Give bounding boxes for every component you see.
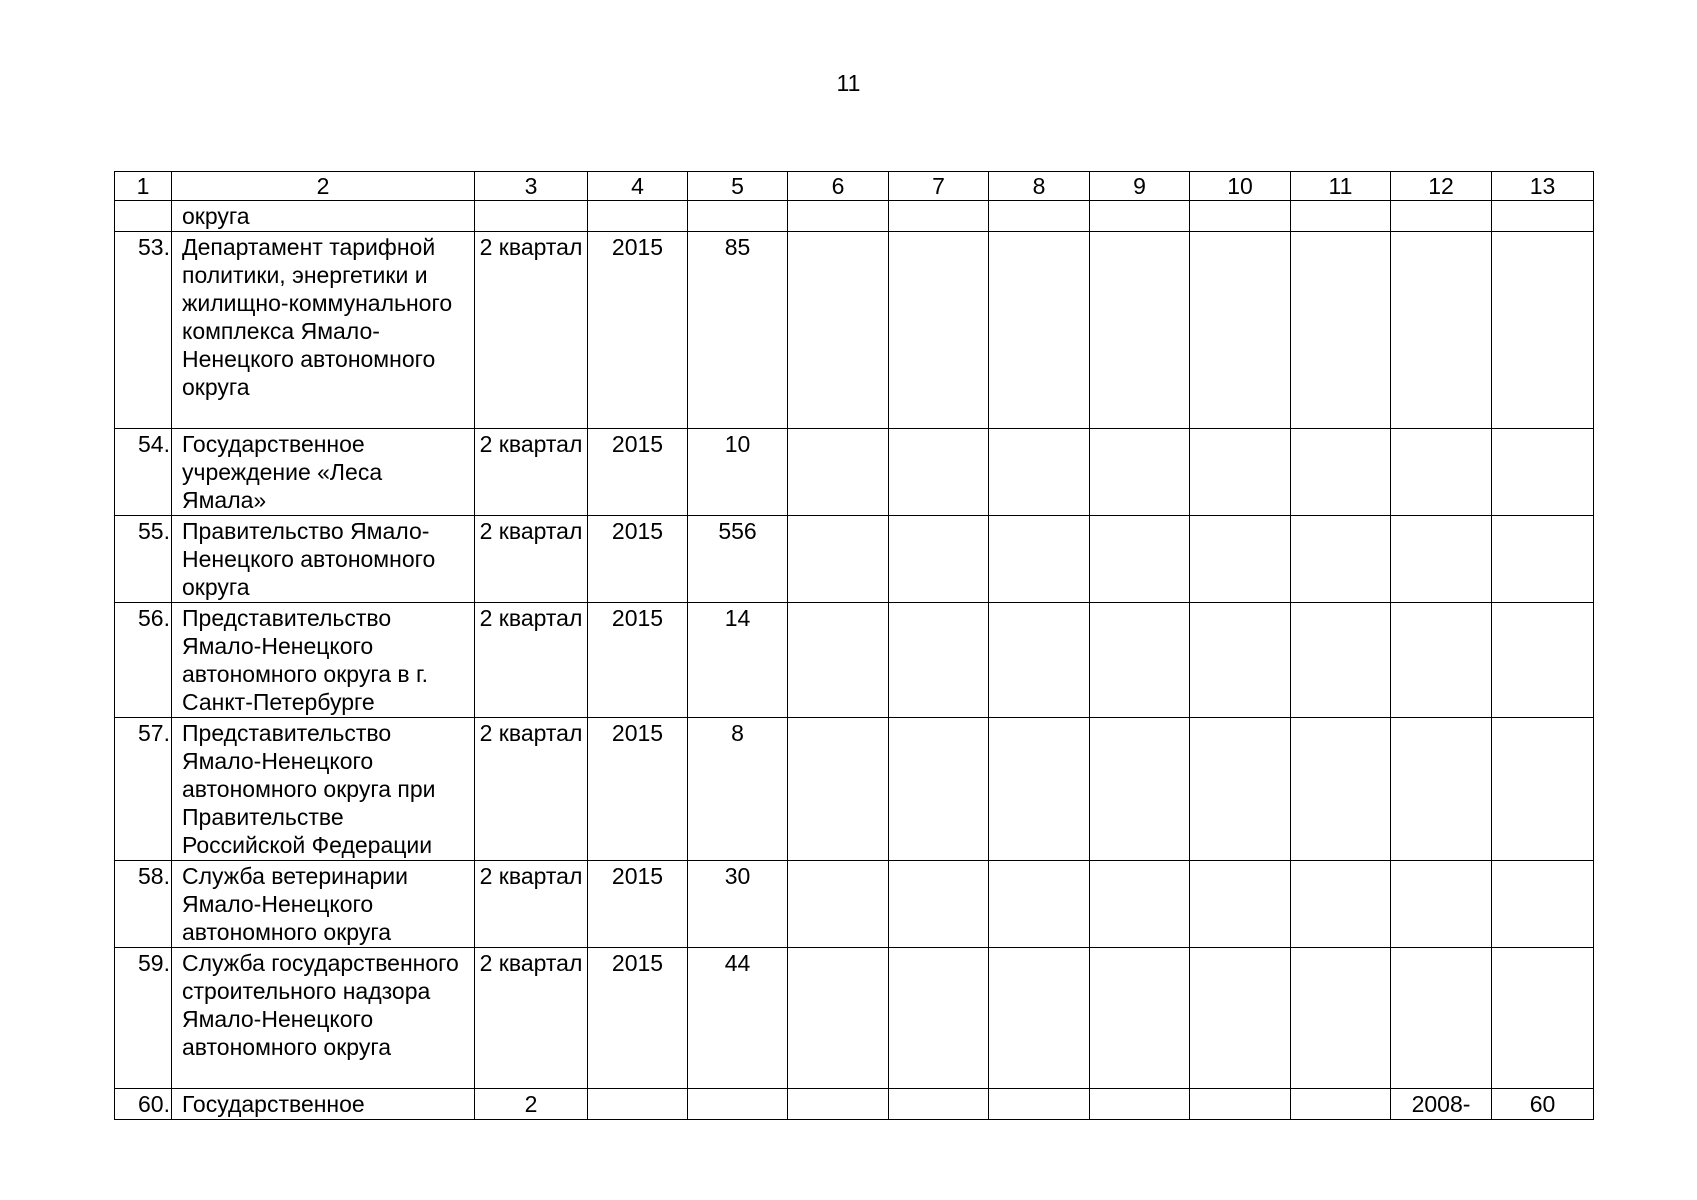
empty-cell xyxy=(788,948,889,1089)
col13-cell xyxy=(1492,201,1594,232)
column-header: 10 xyxy=(1190,172,1291,201)
empty-cell xyxy=(989,948,1090,1089)
col12-cell xyxy=(1391,603,1492,718)
col13-cell xyxy=(1492,948,1594,1089)
col12-cell xyxy=(1391,429,1492,516)
organization-name: Правительство Ямало-Ненецкого автономного округа xyxy=(172,516,475,603)
empty-cell xyxy=(788,861,889,948)
column-header: 2 xyxy=(172,172,475,201)
count-cell xyxy=(688,1089,788,1120)
empty-cell xyxy=(1090,1089,1190,1120)
empty-cell xyxy=(788,201,889,232)
row-number: 55. xyxy=(115,516,172,603)
quarter-cell: 2 квартал xyxy=(475,861,588,948)
year-cell: 2015 xyxy=(588,861,688,948)
table-row xyxy=(115,201,1594,232)
column-header: 13 xyxy=(1492,172,1594,201)
quarter-cell: 2 квартал xyxy=(475,232,588,429)
empty-cell xyxy=(1291,429,1391,516)
empty-cell xyxy=(788,718,889,861)
row-number: 54. xyxy=(115,429,172,516)
col12-cell xyxy=(1391,516,1492,603)
empty-cell xyxy=(1291,232,1391,429)
empty-cell xyxy=(989,232,1090,429)
col12-cell xyxy=(1391,861,1492,948)
empty-cell xyxy=(1190,201,1291,232)
empty-cell xyxy=(1291,603,1391,718)
quarter-cell: 2 квартал xyxy=(475,516,588,603)
empty-cell xyxy=(1291,1089,1391,1120)
count-cell: 30 xyxy=(688,861,788,948)
column-header: 1 xyxy=(115,172,172,201)
empty-cell xyxy=(889,201,989,232)
table-row xyxy=(115,429,1594,516)
column-header: 9 xyxy=(1090,172,1190,201)
col12-cell: 2008- xyxy=(1391,1089,1492,1120)
empty-cell xyxy=(989,861,1090,948)
col12-cell xyxy=(1391,718,1492,861)
quarter-cell: 2 квартал xyxy=(475,718,588,861)
column-header: 11 xyxy=(1291,172,1391,201)
table-row xyxy=(115,516,1594,603)
column-header: 6 xyxy=(788,172,889,201)
empty-cell xyxy=(1090,429,1190,516)
empty-cell xyxy=(1190,861,1291,948)
empty-cell xyxy=(889,1089,989,1120)
column-header: 12 xyxy=(1391,172,1492,201)
empty-cell xyxy=(889,861,989,948)
organization-name: округа xyxy=(172,201,475,232)
row-number: 56. xyxy=(115,603,172,718)
empty-cell xyxy=(989,516,1090,603)
row-number: 57. xyxy=(115,718,172,861)
year-cell: 2015 xyxy=(588,429,688,516)
records-table xyxy=(114,171,1594,1120)
empty-cell xyxy=(1090,603,1190,718)
row-number: 60. xyxy=(115,1089,172,1120)
empty-cell xyxy=(788,603,889,718)
col12-cell xyxy=(1391,232,1492,429)
year-cell: 2015 xyxy=(588,603,688,718)
row-number xyxy=(115,201,172,232)
column-header: 3 xyxy=(475,172,588,201)
empty-cell xyxy=(788,1089,889,1120)
empty-cell xyxy=(1291,861,1391,948)
row-number: 53. xyxy=(115,232,172,429)
quarter-cell: 2 квартал xyxy=(475,603,588,718)
col13-cell xyxy=(1492,516,1594,603)
count-cell: 14 xyxy=(688,603,788,718)
count-cell: 10 xyxy=(688,429,788,516)
empty-cell xyxy=(1090,232,1190,429)
col13-cell xyxy=(1492,429,1594,516)
count-cell xyxy=(688,201,788,232)
empty-cell xyxy=(1090,861,1190,948)
table-row xyxy=(115,718,1594,861)
table-row xyxy=(115,232,1594,429)
organization-name: Представительство Ямало-Ненецкого автономного округа при Правительстве Российской Федерации xyxy=(172,718,475,861)
column-header: 5 xyxy=(688,172,788,201)
quarter-cell: 2 квартал xyxy=(475,429,588,516)
row-number: 59. xyxy=(115,948,172,1089)
column-header: 7 xyxy=(889,172,989,201)
table-row xyxy=(115,861,1594,948)
year-cell: 2015 xyxy=(588,718,688,861)
empty-cell xyxy=(1190,429,1291,516)
empty-cell xyxy=(1291,718,1391,861)
organization-name: Департамент тарифной политики, энергетики и жилищно-коммунального комплекса Ямало-Ненецкого автономного округа xyxy=(172,232,475,429)
count-cell: 44 xyxy=(688,948,788,1089)
organization-name: Представительство Ямало-Ненецкого автономного округа в г. Санкт-Петербурге xyxy=(172,603,475,718)
empty-cell xyxy=(1190,948,1291,1089)
quarter-cell xyxy=(475,201,588,232)
empty-cell xyxy=(1090,516,1190,603)
empty-cell xyxy=(989,603,1090,718)
empty-cell xyxy=(788,232,889,429)
col13-cell: 60 xyxy=(1492,1089,1594,1120)
column-header: 8 xyxy=(989,172,1090,201)
organization-name: Служба государственного строительного надзора Ямало-Ненецкого автономного округа xyxy=(172,948,475,1089)
empty-cell xyxy=(1190,718,1291,861)
col12-cell xyxy=(1391,948,1492,1089)
empty-cell xyxy=(1190,232,1291,429)
col13-cell xyxy=(1492,718,1594,861)
empty-cell xyxy=(1291,948,1391,1089)
empty-cell xyxy=(889,429,989,516)
empty-cell xyxy=(889,516,989,603)
empty-cell xyxy=(889,948,989,1089)
empty-cell xyxy=(1090,201,1190,232)
row-number: 58. xyxy=(115,861,172,948)
empty-cell xyxy=(788,516,889,603)
table-row xyxy=(115,603,1594,718)
year-cell xyxy=(588,1089,688,1120)
empty-cell xyxy=(1190,603,1291,718)
empty-cell xyxy=(989,201,1090,232)
empty-cell xyxy=(1090,718,1190,861)
empty-cell xyxy=(1291,201,1391,232)
quarter-cell: 2 квартал xyxy=(475,948,588,1089)
empty-cell xyxy=(1190,516,1291,603)
count-cell: 556 xyxy=(688,516,788,603)
column-header: 4 xyxy=(588,172,688,201)
empty-cell xyxy=(1190,1089,1291,1120)
quarter-cell: 2 xyxy=(475,1089,588,1120)
page-number: 11 xyxy=(836,70,861,96)
organization-name: Служба ветеринарии Ямало-Ненецкого автономного округа xyxy=(172,861,475,948)
year-cell: 2015 xyxy=(588,516,688,603)
year-cell: 2015 xyxy=(588,948,688,1089)
empty-cell xyxy=(889,718,989,861)
year-cell xyxy=(588,201,688,232)
count-cell: 8 xyxy=(688,718,788,861)
count-cell: 85 xyxy=(688,232,788,429)
empty-cell xyxy=(989,1089,1090,1120)
col13-cell xyxy=(1492,603,1594,718)
empty-cell xyxy=(1090,948,1190,1089)
header-row xyxy=(115,172,1594,201)
col12-cell xyxy=(1391,201,1492,232)
empty-cell xyxy=(889,603,989,718)
empty-cell xyxy=(989,429,1090,516)
col13-cell xyxy=(1492,232,1594,429)
empty-cell xyxy=(989,718,1090,861)
empty-cell xyxy=(788,429,889,516)
organization-name: Государственное учреждение «Леса Ямала» xyxy=(172,429,475,516)
table-row xyxy=(115,1089,1594,1120)
organization-name: Государственное xyxy=(172,1089,475,1120)
year-cell: 2015 xyxy=(588,232,688,429)
table-row xyxy=(115,948,1594,1089)
empty-cell xyxy=(1291,516,1391,603)
col13-cell xyxy=(1492,861,1594,948)
empty-cell xyxy=(889,232,989,429)
